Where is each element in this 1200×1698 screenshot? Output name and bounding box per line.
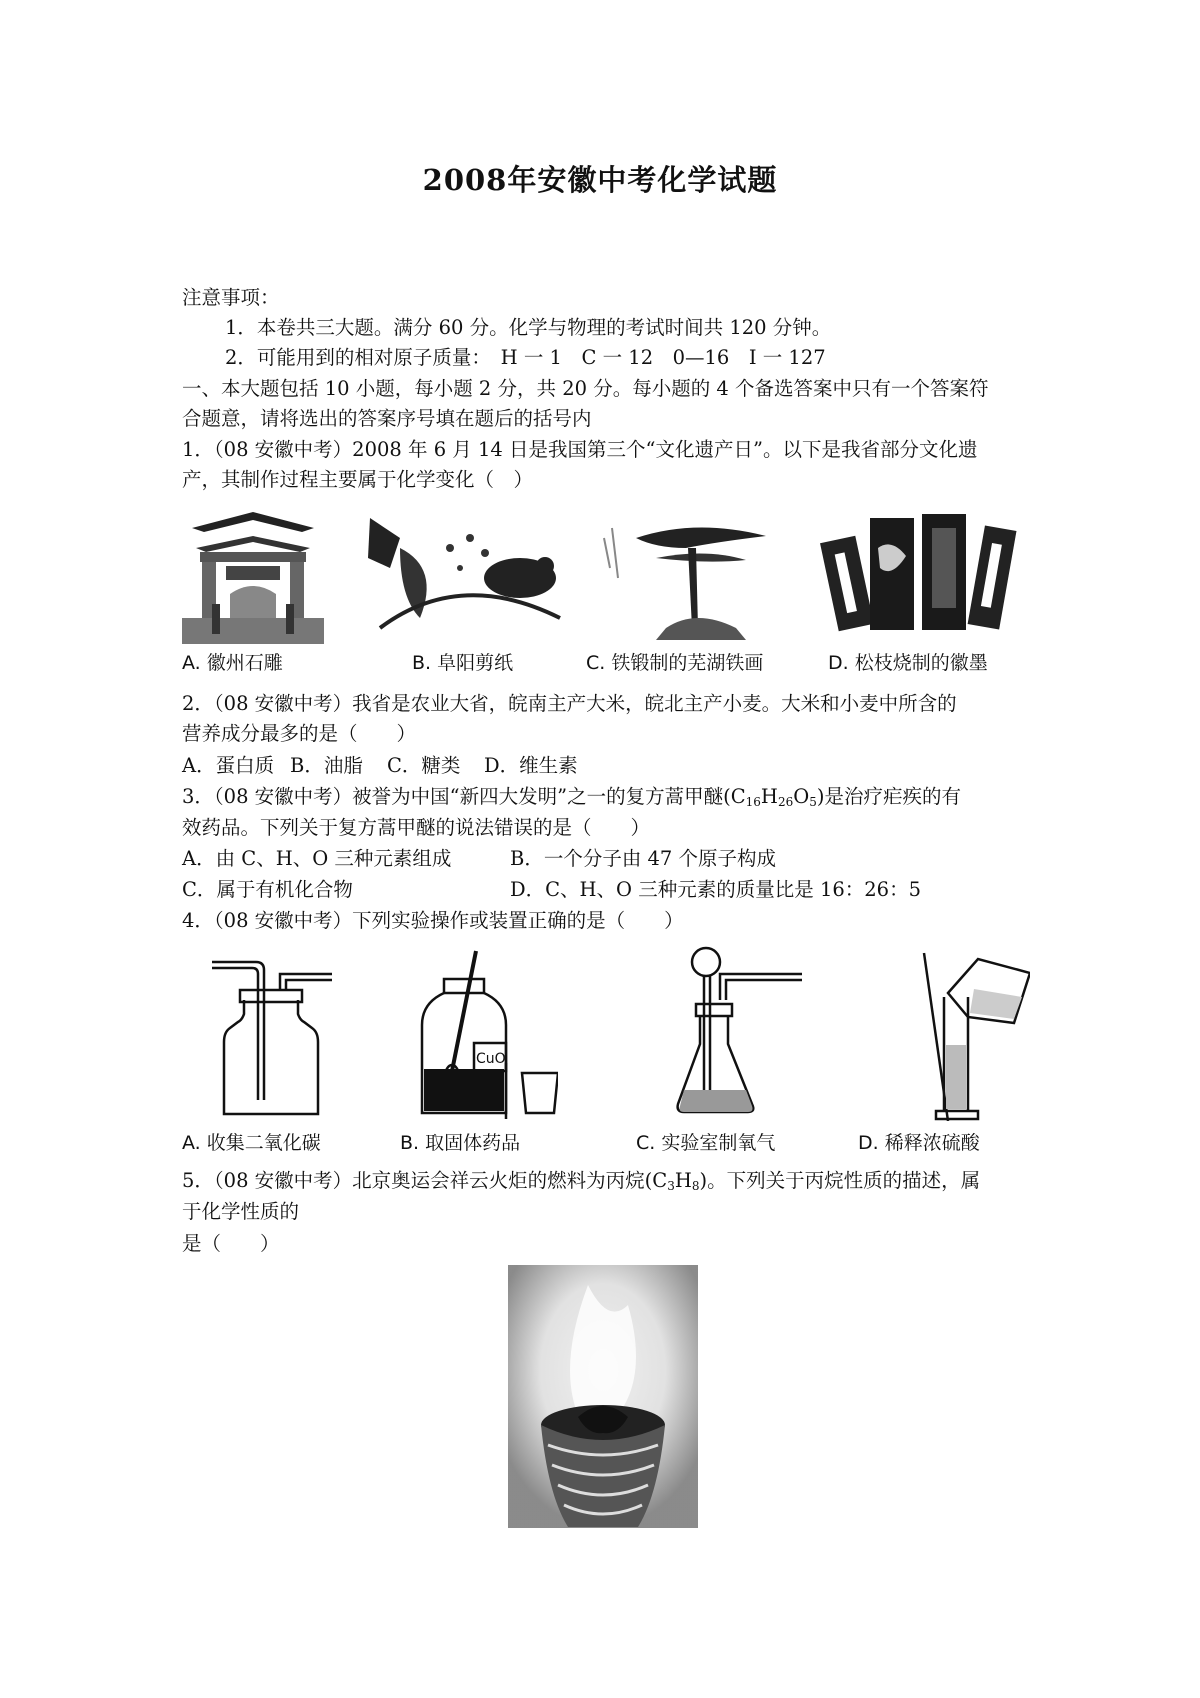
formula-sub: 3	[667, 1179, 675, 1193]
notes-item-2: 2．可能用到的相对原子质量： H 一 1 C 一 12 0—16 I 一 127	[225, 346, 826, 369]
q3-line1-text: 3．（08 安徽中考）被誉为中国“新四大发明”之一的复方蒿甲醚(C	[182, 785, 746, 808]
q2-option-c: C．糖类	[387, 754, 461, 777]
q4-figure-c-flask-setup	[672, 940, 802, 1122]
q4-caption-c: C. 实验室制氧气	[636, 1132, 776, 1154]
q5-line1	[182, 1165, 980, 1193]
notes-item-1: 1．本卷共三大题。满分 60 分。化学与物理的考试时间共 120 分钟。	[225, 316, 832, 339]
formula-element: H	[674, 1169, 692, 1192]
q1-caption-a: A. 徽州石雕	[182, 652, 283, 674]
section1-line1: 一、本大题包括 10 小题，每小题 2 分，共 20 分。每小题的 4 个备选答案中只有一个答案符	[182, 377, 989, 400]
q3-options-row2	[182, 874, 921, 902]
q4-caption-b: B. 取固体药品	[400, 1132, 521, 1154]
q4-caption-d: D. 稀释浓硫酸	[858, 1132, 980, 1154]
q1-caption-b: B. 阜阳剪纸	[412, 652, 514, 674]
q4-cuo-label: CuO	[476, 1051, 506, 1067]
formula-element: O	[793, 785, 810, 808]
section1-line2: 合题意，请将选出的答案序号填在题后的括号内	[182, 407, 592, 430]
q4-figure-a-gas-bottle	[208, 950, 332, 1120]
q1-figure-d-ink-sticks	[820, 508, 1020, 638]
formula-sub: 16	[745, 795, 761, 809]
q4-caption-a: A. 收集二氧化碳	[182, 1132, 321, 1154]
q5-line3: 是（ ）	[182, 1232, 280, 1255]
q2-options	[182, 750, 578, 778]
q4-figure-b-reagent-bottle	[418, 945, 558, 1121]
q4-line1: 4．（08 安徽中考）下列实验操作或装置正确的是（ ）	[182, 909, 684, 932]
q5-line1-text: 5．（08 安徽中考）北京奥运会祥云火炬的燃料为丙烷(C	[182, 1169, 668, 1192]
q2-option-a: A．蛋白质	[182, 754, 275, 777]
q1-figure-b-paper-cut	[360, 508, 572, 644]
q1-figure-a-stone-arch	[182, 508, 324, 644]
page-title: 2008年安徽中考化学试题	[422, 163, 778, 197]
formula-element: H	[760, 785, 778, 808]
q2-line1: 2．（08 安徽中考）我省是农业大省，皖南主产大米，皖北主产小麦。大米和小麦中所含的	[182, 692, 957, 715]
q1-caption-c: C. 铁锻制的芜湖铁画	[586, 652, 764, 674]
q2-option-d: D．维生素	[484, 754, 578, 777]
q3-option-b: B．一个分子由 47 个原子构成	[510, 847, 777, 870]
q5-figure-torch-photo	[508, 1265, 698, 1528]
q1-line2: 产，其制作过程主要属于化学变化（ ）	[182, 468, 534, 491]
q3-option-a: A．由 C、H、O 三种元素组成	[182, 847, 452, 870]
q3-options-row1	[182, 843, 776, 871]
q3-line1	[182, 781, 961, 809]
q2-line2: 营养成分最多的是（ ）	[182, 722, 417, 745]
q2-option-b: B．油脂	[290, 754, 363, 777]
q5-line1-text-end: )。下列关于丙烷性质的描述，属	[699, 1169, 981, 1192]
q1-line1: 1．（08 安徽中考）2008 年 6 月 14 日是我国第三个“文化遗产日”。以下是我省部分文化遗	[182, 438, 978, 461]
q5-line2: 于化学性质的	[182, 1200, 300, 1223]
formula-sub: 5	[809, 795, 817, 809]
formula-sub: 26	[777, 795, 794, 809]
q4-figure-d-graduated-cylinder	[918, 945, 1030, 1121]
q3-line2: 效药品。下列关于复方蒿甲醚的说法错误的是（ ）	[182, 816, 651, 839]
q3-option-c: C．属于有机化合物	[182, 878, 353, 901]
formula-sub: 8	[691, 1179, 700, 1193]
q1-figure-c-iron-painting	[596, 508, 788, 644]
q1-caption-d: D. 松枝烧制的徽墨	[828, 652, 988, 674]
q3-option-d: D．C、H、O 三种元素的质量比是 16：26：5	[510, 878, 921, 901]
notes-heading: 注意事项：	[182, 286, 280, 309]
q3-line1-text-end: )是治疗疟疾的有	[816, 785, 961, 808]
